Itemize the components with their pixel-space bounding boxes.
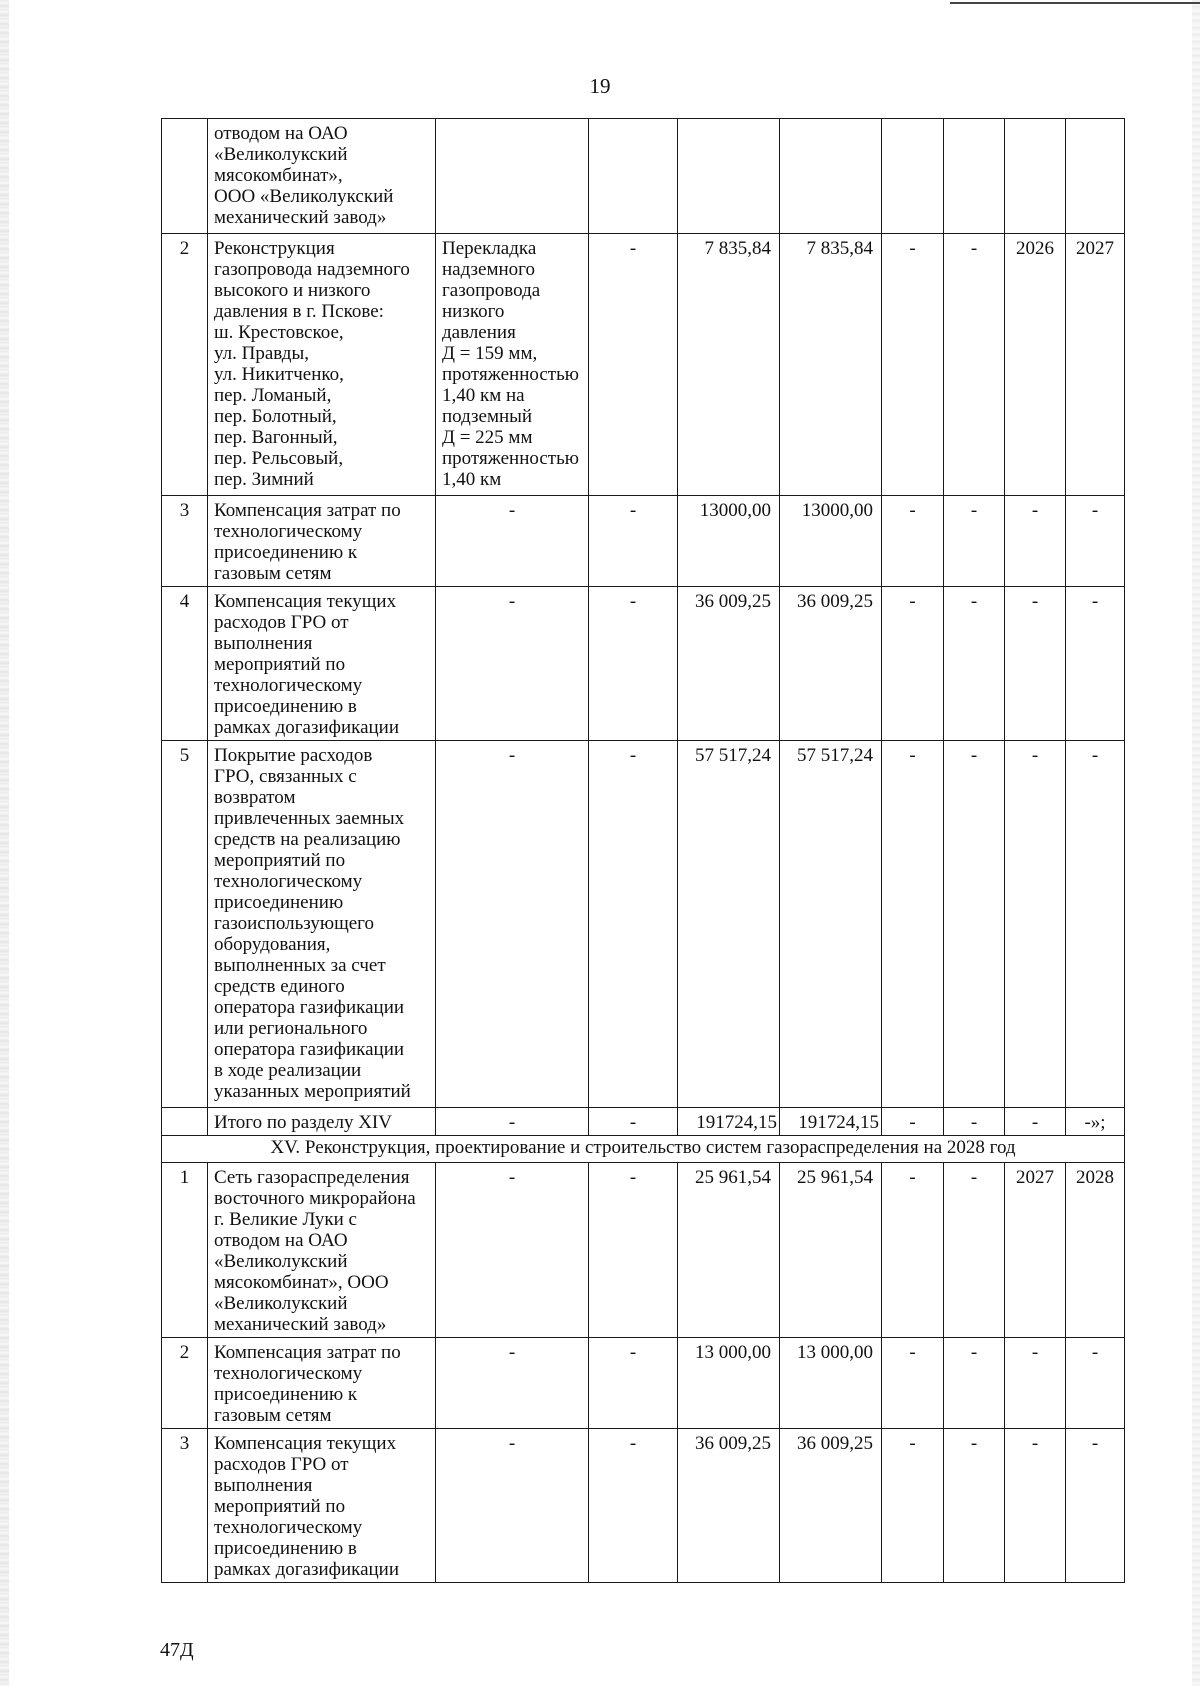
- cell-col3: -: [589, 1338, 678, 1429]
- cell-total: 36 009,25: [678, 587, 780, 741]
- document-code: 47Д: [160, 1639, 194, 1661]
- cell-col3: -: [589, 1163, 678, 1338]
- cell-end-year: 2028: [1066, 1163, 1125, 1338]
- cell-start-year: -: [1005, 587, 1066, 741]
- cell-total: 13000,00: [678, 496, 780, 587]
- cell-funds: 13 000,00: [780, 1338, 882, 1429]
- cell-total: 57 517,24: [678, 741, 780, 1108]
- object-name: отводом на ОАО «Великолукский мясокомбинат», ООО «Великолукский механический завод»: [208, 119, 436, 234]
- cell-end-year: 2027: [1066, 234, 1125, 496]
- cell-col7: -: [944, 496, 1005, 587]
- object-name: Покрытие расходов ГРО, связанных с возвратом привлеченных заемных средств на реализацию мероприятий по технологическому присоединению газоиспользующего оборудования, выполненных за счет средств единого оператора газификации или регионального оператора газификации в ходе реализации указанных мероприятий: [208, 741, 436, 1108]
- cell-col6: -: [882, 234, 944, 496]
- cell-total: [678, 119, 780, 234]
- row-number: 3: [162, 1429, 208, 1583]
- cell-col3: [589, 119, 678, 234]
- cell-funds: 25 961,54: [780, 1163, 882, 1338]
- row-number: 2: [162, 234, 208, 496]
- table-row: [162, 496, 1125, 587]
- cell-col7: -: [944, 1429, 1005, 1583]
- row-number: 2: [162, 1338, 208, 1429]
- object-description: [436, 119, 589, 234]
- cell-col6: -: [882, 1429, 944, 1583]
- section-header-row: [162, 1136, 1125, 1163]
- cell-col3: -: [589, 1429, 678, 1583]
- cell-col6: [882, 119, 944, 234]
- cell-funds: 191724,15: [780, 1108, 882, 1136]
- page-number: 19: [589, 74, 611, 98]
- program-table: [161, 118, 1125, 1583]
- cell-col6: -: [882, 1338, 944, 1429]
- cell-funds: [780, 119, 882, 234]
- cell-end-year: -: [1066, 587, 1125, 741]
- object-description: -: [436, 1429, 589, 1583]
- cell-start-year: [1005, 119, 1066, 234]
- object-description: -: [436, 741, 589, 1108]
- cell-start-year: -: [1005, 1108, 1066, 1136]
- object-description: -: [436, 1338, 589, 1429]
- cell-col7: -: [944, 741, 1005, 1108]
- cell-end-year: -: [1066, 741, 1125, 1108]
- cell-col7: -: [944, 587, 1005, 741]
- cell-start-year: 2027: [1005, 1163, 1066, 1338]
- row-number: 3: [162, 496, 208, 587]
- cell-funds: 7 835,84: [780, 234, 882, 496]
- object-name: Сеть газораспределения восточного микрорайона г. Великие Луки с отводом на ОАО «Великолукский мясокомбинат», ООО «Великолукский механический завод»: [208, 1163, 436, 1338]
- section-title: XV. Реконструкция, проектирование и строительство систем газораспределения на 2028 год: [162, 1136, 1125, 1163]
- cell-total: 13 000,00: [678, 1338, 780, 1429]
- cell-total: 191724,15: [678, 1108, 780, 1136]
- cell-funds: 57 517,24: [780, 741, 882, 1108]
- cell-start-year: -: [1005, 1338, 1066, 1429]
- cell-total: 25 961,54: [678, 1163, 780, 1338]
- cell-start-year: 2026: [1005, 234, 1066, 496]
- cell-end-year: -: [1066, 496, 1125, 587]
- scan-edge-left: [0, 0, 9, 1686]
- cell-col3: -: [589, 741, 678, 1108]
- cell-end-year: -»;: [1066, 1108, 1125, 1136]
- scan-edge-right: [1192, 0, 1200, 1686]
- cell-col6: -: [882, 741, 944, 1108]
- table-row: [162, 741, 1125, 1108]
- cell-start-year: -: [1005, 741, 1066, 1108]
- object-name: Реконструкция газопровода надземного высокого и низкого давления в г. Пскове: ш. Крестовское, ул. Правды, ул. Никитченко, пер. Ломаный, пер. Болотный, пер. Вагонный, пер. Рельсовый, пер. Зимний: [208, 234, 436, 496]
- cell-col7: -: [944, 1338, 1005, 1429]
- cell-start-year: -: [1005, 1429, 1066, 1583]
- table-row: [162, 119, 1125, 234]
- row-number: 1: [162, 1163, 208, 1338]
- cell-col6: -: [882, 1163, 944, 1338]
- object-name: Компенсация затрат по технологическому присоединению к газовым сетям: [208, 1338, 436, 1429]
- object-description: -: [436, 1108, 589, 1136]
- object-description: -: [436, 496, 589, 587]
- cell-end-year: [1066, 119, 1125, 234]
- table-row: [162, 587, 1125, 741]
- cell-col7: -: [944, 1163, 1005, 1338]
- object-name: Компенсация текущих расходов ГРО от выполнения мероприятий по технологическому присоединению в рамках догазификации: [208, 587, 436, 741]
- cell-end-year: -: [1066, 1338, 1125, 1429]
- cell-col7: [944, 119, 1005, 234]
- object-description: -: [436, 587, 589, 741]
- cell-funds: 36 009,25: [780, 587, 882, 741]
- object-name: Компенсация текущих расходов ГРО от выполнения мероприятий по технологическому присоединению в рамках догазификации: [208, 1429, 436, 1583]
- cell-col3: -: [589, 496, 678, 587]
- cell-start-year: -: [1005, 496, 1066, 587]
- total-label: Итого по разделу XIV: [208, 1108, 436, 1136]
- object-description: Перекладка надземного газопровода низкого давления Д = 159 мм, протяженностью 1,40 км на подземный Д = 225 мм протяженностью 1,40 км: [436, 234, 589, 496]
- cell-col6: -: [882, 587, 944, 741]
- object-name: Компенсация затрат по технологическому присоединению к газовым сетям: [208, 496, 436, 587]
- cell-col3: -: [589, 1108, 678, 1136]
- table-row: [162, 1338, 1125, 1429]
- table-row: [162, 1163, 1125, 1338]
- cell-col6: -: [882, 496, 944, 587]
- row-number: [162, 1108, 208, 1136]
- cell-total: 36 009,25: [678, 1429, 780, 1583]
- table-row: [162, 1429, 1125, 1583]
- cell-col7: -: [944, 234, 1005, 496]
- cell-end-year: -: [1066, 1429, 1125, 1583]
- cell-col3: -: [589, 234, 678, 496]
- cell-funds: 13000,00: [780, 496, 882, 587]
- cell-col7: -: [944, 1108, 1005, 1136]
- cell-col6: -: [882, 1108, 944, 1136]
- scan-top-line: [950, 2, 1200, 4]
- row-number: [162, 119, 208, 234]
- cell-funds: 36 009,25: [780, 1429, 882, 1583]
- row-number: 4: [162, 587, 208, 741]
- object-description: -: [436, 1163, 589, 1338]
- table-row: [162, 234, 1125, 496]
- cell-col3: -: [589, 587, 678, 741]
- row-number: 5: [162, 741, 208, 1108]
- table-row-total: [162, 1108, 1125, 1136]
- cell-total: 7 835,84: [678, 234, 780, 496]
